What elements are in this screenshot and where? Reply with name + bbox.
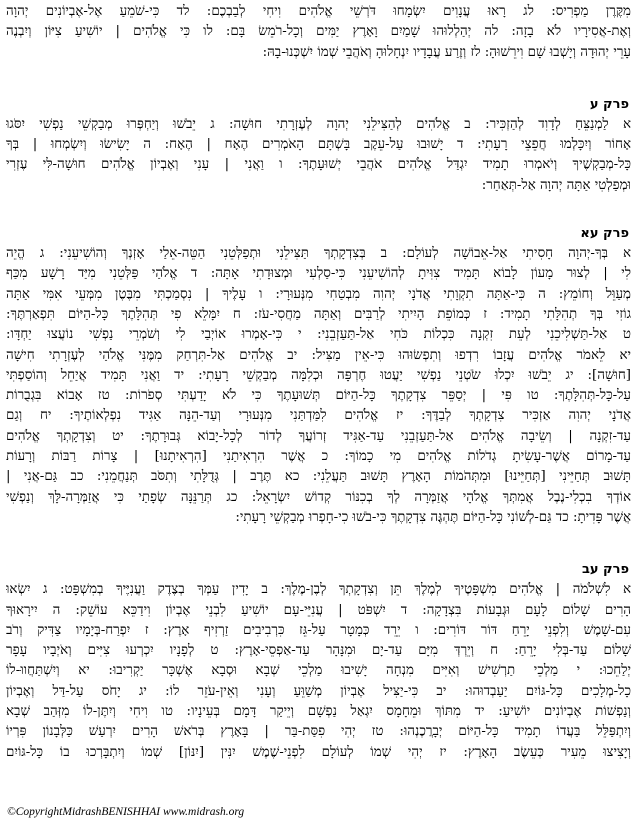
text-line: עַל-כָּל-תְּהִלָּתֶךָ: טו פִּי | יְסַפֵּר צִדְקָתֶךָ כָּל-הַיּוֹם תְּשׁוּעָתֶךָ כִּי לֹא יָדַעְתִּי סְפֹרוֹת: טז אָבוֹא בִּגְבֻרוֹת (6, 388, 631, 404)
chapter-heading: פרק ע (589, 96, 629, 112)
text-line: ט אַל-תַּשְׁלִיכֵנִי לְעֵת זִקְנָה כִּכְלוֹת כֹּחִי אַל-תַּעַזְבֵנִי: י כִּי-אָמְרוּ אוֹיְבַי לִי וְשֹׁמְרֵי נַפְשִׁי נוֹעֲצוּ יַחְדָּו: (6, 327, 631, 343)
text-line: וְיָצִיצוּ מֵעִיר כְּעֵשֶׂב הָאָרֶץ: יז יְהִי שְׁמוֹ לְעוֹלָם לִפְנֵי-שֶׁמֶשׁ יִנִּין [יִנּוֹן] שְׁמוֹ וְיִתְבָּרְכוּ בוֹ כָּל-גּוֹיִם (6, 744, 631, 760)
chapter-heading: פרק עא (580, 226, 629, 242)
chapter-heading: פרק עב (581, 562, 629, 578)
text-line: עִם-שָׁמֶשׁ וְלִפְנֵי יָרֵחַ דּוֹר דּוֹרִים: ו יֵרֵד כְּמָטָר עַל-גֵּז כִּרְבִיבִים זַרְזִיף אָרֶץ: ז יִפְרַח-בְּיָמָיו צַדִּיק וְרֹב (6, 622, 631, 638)
section-psalm-70 (6, 95, 631, 196)
text-line: אָחוֹר וְיִכָּלְמוּ חֲפֵצֵי רָעָתִי: ד יָשׁוּבוּ עַל-עֵקֶב בָּשְׁתָּם הָאֹמְרִים הֶאָח | הֶאָח: ה יָשִׂישׂוּ וְיִשְׂמְחוּ | בְּךָ (6, 137, 631, 153)
text-line: וְנַפְשׁוֹת אֶבְיוֹנִים יוֹשִׁיעַ: יד מִתּוֹךְ וּמֵחָמָס יִגְאַל נַפְשָׁם וְיֵיקַר דָּמָם בְּעֵינָיו: טו וִיחִי וְיִתֶּן-לוֹ מִזְּהַב שְׁבָא (6, 704, 631, 720)
text-line: הָרִים שָׁלוֹם לָעָם וּגְבָעוֹת בִּצְדָקָה: ד יִשְׁפֹּט | עֲנִיֵּי-עָם יוֹשִׁיעַ לִבְנֵי אֶבְיוֹן וִידַכֵּא עוֹשֵׁק: ה יִירָאוּךָ (6, 602, 631, 618)
spacer (6, 196, 631, 224)
text-line: עַד-מָרוֹם אֲשֶׁר-עָשִׂיתָ גְדֹלוֹת אֱלֹהִים מִי כָמוֹךָ: כ אֲשֶׁר הִרְאִיתַנִי [הִרְאִיתָנוּ] | צָרוֹת רַבּוֹת וְרָעוֹת (6, 449, 631, 465)
text-line: וְיִתְפַּלֵּל בַּעֲדוֹ תָמִיד כָּל-הַיּוֹם יְבָרֲכֶנְהוּ: טז יְהִי פִסַּת-בַּר | בָּאָרֶץ בְּרֹאשׁ הָרִים יִרְעַשׁ כַּלְּבָנוֹן פִּרְיוֹ (6, 724, 631, 740)
text-line: עָרֵי יְהוּדָה וְיָשְׁבוּ שָׁם וִירֵשׁוּהָ: לז וְזֶרַע עֲבָדָיו יִנְחָלוּהָ וְאֹהֲבֵי שְׁמוֹ יִשְׁכְּנוּ-בָהּ: (262, 44, 631, 60)
text-line: כָל-מְלָכִים כָּל-גּוֹיִם יַעַבְדוּהוּ: יב כִּי-יַצִּיל אֶבְיוֹן מְשַׁוֵּעַ וְעָנִי וְאֵין-עֹזֵר לוֹ: יג יָחֹס עַל-דַּל וְאֶבְיוֹן (6, 683, 631, 699)
section-psalm-69-end (6, 2, 631, 63)
spacer (6, 63, 631, 95)
text-line: שָׁלוֹם עַד-בְּלִי יָרֵחַ: ח וְיֵרְדְּ מִיָּם עַד-יָם וּמִנָּהָר עַד-אַפְסֵי-אָרֶץ: ט לְפָנָיו יִכְרְעוּ צִיִּים וְאֹיְבָיו עָפָר (6, 643, 631, 659)
text-line: מִקֶּרֶן מַפְרִיס: לג רָאוּ עֲנָוִים יִשְׂמָחוּ דֹּרְשֵׁי אֱלֹהִים וִיחִי לְבַבְכֶם: לד כִּי-שֹׁמֵעַ אֶל-אֶבְיוֹנִים יְהוָה (6, 4, 631, 19)
text-line: אוֹדְךָ בִכְלִי-נֶבֶל אֲמִתְּךָ אֱלֹהָי אֲזַמְּרָה לְךָ בְכִנּוֹר קְדוֹשׁ יִשְׂרָאֵל: כג תְּרַנֵּנָּה שְׂפָתַי כִּי אֲזַמְּרָה-לָּךְ וְנַפְשִׁי (6, 489, 631, 505)
text-line: מְעַוֵּל וְחוֹמֵץ: ה כִּי-אַתָּה תִקְוָתִי אֲדֹנָי יְהוִה מִבְטַחִי מִנְּעוּרָי: ו עָלֶיךָ | נִסְמַכְתִּי מִבֶּטֶן מִמְּעֵי אִמִּי אַתָּה (6, 286, 631, 302)
text-line: אֲשֶׁר פָּדִיתָ: כד גַּם-לְשׁוֹנִי כָּל-הַיּוֹם תֶּהְגֶּה צִדְקָתֶךָ כִּי-בֹשׁוּ כִי-חָפְרוּ מְבַקְשֵׁי רָעָתִי: (235, 509, 631, 525)
text-line: [חוּשָׁה]: יג יֵבֹשׁוּ יִכְלוּ שֹׂטְנֵי נַפְשִׁי יַעֲטוּ חֶרְפָּה וּכְלִמָּה מְבַקְשֵׁי רָעָתִי: יד וַאֲנִי תָּמִיד אֲיַחֵל וְהוֹסַפְתִּי (6, 367, 631, 383)
text-line: אֲדֹנָי יְהוִה אַזְכִּיר צִדְקָתְךָ לְבַדֶּךָ: יז אֱלֹהִים לִמַּדְתַּנִי מִנְּעוּרָי וְעַד-הֵנָּה אַגִּיד נִפְלְאוֹתֶיךָ: יח וְגַם (6, 408, 631, 424)
section-psalm-72 (6, 560, 631, 763)
copyright-footer: ©CopyrightMidrashBENISHHAI www.midrash.org (7, 806, 245, 818)
section-psalm-71 (6, 224, 631, 528)
text-line: יְלַחֵכוּ: י מַלְכֵי תַרְשִׁישׁ וְאִיִּים מִנְחָה יָשִׁיבוּ מַלְכֵי שְׁבָא וּסְבָא אֶשְׁכָּר יַקְרִיבוּ: יא וְיִשְׁתַּחֲווּ-לוֹ (6, 663, 631, 679)
spacer (6, 528, 631, 560)
text-line: וְאֶת-אֲסִירָיו לֹא בָזָה: לה יְהַלְלוּהוּ שָׁמַיִם וָאָרֶץ יַמִּים וְכָל-רֹמֵשׂ בָּם: לו כִּי אֱלֹהִים | יוֹשִׁיעַ צִיּוֹן וְיִבְנֶה (6, 24, 631, 40)
text-line: יא לֵאמֹר אֱלֹהִים עֲזָבוֹ רִדְפוּ וְתִפְשׂוּהוּ כִּי-אֵין מַצִּיל: יב אֱלֹהִים אַל-תִּרְחַק מִמֶּנִּי אֱלֹהַי לְעֶזְרָתִי חִישָׁה (6, 347, 631, 363)
text-line: כָּל-מְבַקְשֶׁיךָ וְיֹאמְרוּ תָמִיד יִגְדַּל אֱלֹהִים אֹהֲבֵי יְשׁוּעָתֶךָ: ו וַאֲנִי | עָנִי וְאֶבְיוֹן אֱלֹהִים חוּשָׁה-לִּי עֶזְרִי (6, 157, 631, 173)
text-line: וּמְפַלְטִי אַתָּה יְהוָה אַל-תְּאַחַר: (481, 177, 631, 193)
text-line: לִי | לְצוּר מָעוֹן לָבוֹא תָּמִיד צִוִּיתָ לְהוֹשִׁיעֵנִי כִּי-סַלְעִי וּמְצוּדָתִי אָתָּה: ד אֱלֹהַי פַּלְּטֵנִי מִיַּד רָשָׁע מִכַּף (6, 266, 631, 282)
text-line: א לִשְׁלֹמֹה | אֱלֹהִים מִשְׁפָּטֶיךָ לְמֶלֶךְ תֵּן וְצִדְקָתְךָ לְבֶן-מֶלֶךְ: ב יָדִין עַמְּךָ בְצֶדֶק וַעֲנִיֶּיךָ בְמִשְׁפָּט: ג יִשְׂאוּ (6, 582, 631, 598)
text-line: א בְּךָ-יְהוָה חָסִיתִי אַל-אֵבוֹשָׁה לְעוֹלָם: ב בְּצִדְקָתְךָ תַּצִּילֵנִי וּתְפַלְּטֵנִי הַטֵּה-אֵלַי אָזְנְךָ וְהוֹשִׁיעֵנִי: ג הֱיֵה (6, 246, 631, 262)
text-line: א לַמְנַצֵּחַ לְדָוִד לְהַזְכִּיר: ב אֱלֹהִים לְהַצִּילֵנִי יְהוָה לְעֶזְרָתִי חוּשָׁה: ג יֵבֹשׁוּ וְיַחְפְּרוּ מְבַקְשֵׁי נַפְשִׁי יִסֹּגוּ (6, 116, 631, 132)
text-line: תָּשׁוּב תְּחַיֵּינִי [תְּחַיֵּינוּ] וּמִתְּהֹמוֹת הָאָרֶץ תָּשׁוּב תַּעֲלֵנִי: כא תֶּרֶב | גְּדֻלָּתִי וְתִסֹּב תְּנַחֲמֵנִי: כב גַּם-אֲנִי | (6, 469, 631, 485)
text-line: עַד-זִקְנָה | וְשֵׂיבָה אֱלֹהִים אַל-תַּעַזְבֵנִי עַד-אַגִּיד זְרוֹעֲךָ לְדוֹר לְכָל-יָבוֹא גְּבוּרָתֶךָ: יט וְצִדְקָתְךָ אֱלֹהִים (6, 428, 631, 444)
text-line: גוֹזִי בְּךָ תְהִלָּתִי תָמִיד: ז כְּמוֹפֵת הָיִיתִי לְרַבִּים וְאַתָּה מַחֲסִי-עֹז: ח יִמָּלֵא פִי תְּהִלָּתֶךָ כָּל-הַיּוֹם תִּפְאַרְתֶּךָ: (6, 306, 631, 322)
